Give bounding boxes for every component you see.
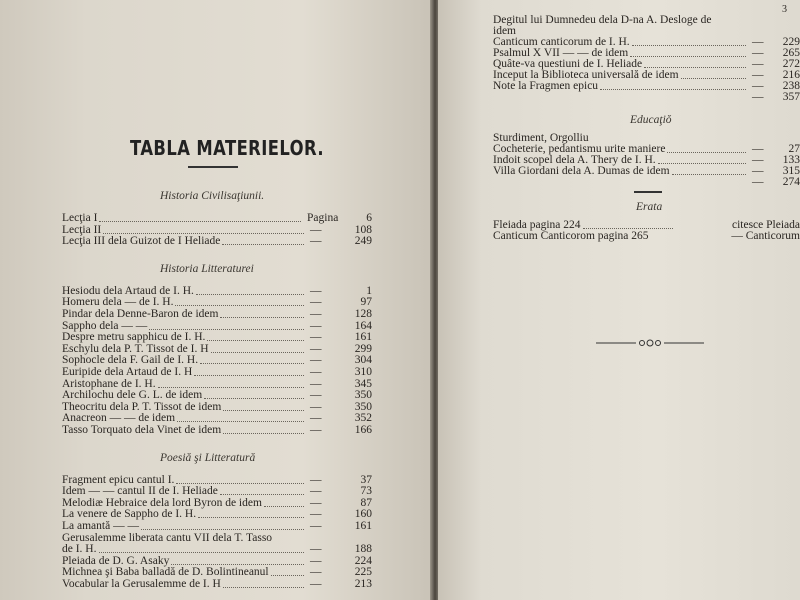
dot-leader: [176, 474, 304, 484]
entry-title: Euripide dela Artaud de I. H: [62, 366, 193, 378]
dot-leader: [220, 308, 304, 318]
entry-page: 87: [360, 496, 372, 509]
erata-right: citesce Pleiada: [731, 219, 800, 231]
page-title: TABLA MATERIELOR.: [130, 136, 324, 160]
entry-title: Archilochu dele G. L. de idem: [62, 389, 203, 402]
dot-leader: [264, 497, 304, 507]
entry-title: Anacreon — — de idem: [62, 412, 176, 425]
entry-page: 160: [354, 508, 372, 521]
dot-leader: [204, 389, 304, 399]
entry-title: Aristophane de I. H.: [62, 377, 156, 390]
dot-leader: [271, 566, 304, 576]
entry-title: La amantă — —: [62, 520, 139, 532]
entry-page: 6: [366, 212, 372, 224]
entry-title: de I. H.: [62, 543, 97, 556]
entry-title: Sophocle dela F. Gail de I. H.: [62, 354, 199, 367]
entry-title: La venere de Sappho de I. H.: [62, 508, 197, 521]
section-heading: Educaţiŏ: [630, 114, 672, 126]
entry-page: 161: [354, 520, 372, 532]
entry-title: Hesiodu dela Artaud de I. H.: [62, 284, 194, 297]
entry-title: Cocheterie, pedantismu urite maniere: [493, 143, 666, 155]
entry-ditto: —: [752, 36, 764, 48]
entry-ditto: —: [310, 331, 322, 344]
dot-leader: [200, 354, 304, 364]
dot-leader: [667, 143, 746, 153]
entry-ditto: —: [752, 176, 764, 188]
dot-leader: [99, 543, 305, 553]
entry-title: Vocabular la Gerusalemme de I. H: [62, 578, 221, 590]
entry-ditto: —: [310, 284, 322, 297]
entry-ditto: —: [310, 235, 322, 248]
entry-title: Michnea şi Baba balladă de D. Bolintineanul: [62, 566, 269, 579]
entry-title: Sturdiment, Orgolliu: [493, 132, 589, 144]
erata-left: Canticum Canticorom pagina 265: [493, 230, 649, 242]
dot-leader: [222, 235, 304, 245]
dot-leader: [158, 378, 304, 388]
entry-title: Canticum canticorum de I. H.: [493, 36, 630, 48]
entry-ditto: —: [310, 508, 322, 521]
entry-ditto: —: [310, 578, 322, 590]
entry-ditto: —: [310, 342, 322, 355]
entry-page: 133: [782, 154, 800, 166]
entry-page: 216: [782, 69, 800, 81]
entry-page: 37: [360, 473, 372, 486]
entry-title: Psalmul X VII — — de idem: [493, 47, 629, 59]
title-rule: [188, 166, 238, 168]
dot-leader: [171, 555, 304, 565]
entry-page: 166: [354, 424, 372, 436]
entry-title: Quâte-va questiuni de I. Heliade: [493, 58, 643, 70]
dot-leader: [207, 331, 304, 341]
erata-right: — Canticorum: [731, 230, 800, 242]
dot-leader: [177, 412, 304, 422]
entry-ditto: —: [310, 566, 322, 579]
entry-page: 1: [366, 284, 372, 297]
dot-leader: [194, 366, 304, 376]
entry-ditto: —: [752, 58, 764, 70]
entry-ditto: —: [310, 296, 322, 309]
entry-title: Lecţia III dela Guizot de I Heliade: [62, 235, 221, 248]
entry-ditto: —: [310, 223, 322, 236]
entry-title: Pindar dela Denne-Baron de idem: [62, 308, 219, 320]
entry-ditto: —: [752, 154, 764, 166]
dot-leader: [632, 36, 746, 46]
dot-leader: [644, 58, 746, 68]
entry-title: Melodiæ Hebraice dela lord Byron de idem: [62, 496, 262, 509]
entry-ditto: —: [310, 520, 322, 532]
entry-ditto: —: [310, 496, 322, 509]
entry-title: Despre metru sapphicu de I. H.: [62, 331, 206, 344]
entry-page: 213: [354, 578, 372, 590]
entry-page: 108: [354, 223, 372, 236]
entry-title: Homeru dela — de I. H.: [62, 296, 174, 309]
dot-leader: [223, 578, 304, 588]
entry-ditto: —: [310, 485, 322, 498]
dot-leader: [672, 165, 746, 175]
entry-page: 128: [354, 308, 372, 320]
entry-ditto: —: [310, 554, 322, 567]
entry-title: Lecţia I: [62, 212, 98, 224]
entry-ditto: —: [752, 165, 764, 177]
entry-page: 310: [354, 366, 372, 378]
entry-ditto: —: [310, 319, 322, 332]
entry-title: idem: [493, 25, 516, 37]
erata-left: Fleiada pagina 224: [493, 219, 581, 231]
entry-title: Tasso Torquato dela Vinet de idem: [62, 424, 222, 436]
entry-page: 97: [360, 296, 372, 309]
dot-leader: [220, 485, 304, 495]
dot-leader: [99, 212, 301, 222]
dot-leader: [583, 219, 673, 229]
entry-title: Eschylu dela P. T. Tissot de I. H: [62, 342, 209, 355]
entry-title: Note la Fragmen epicu: [493, 80, 599, 92]
section-heading: Erata: [636, 201, 663, 213]
dot-leader: [658, 154, 746, 164]
entry-ditto: —: [310, 354, 322, 367]
entry-title: Sappho dela — —: [62, 319, 148, 332]
entry-ditto: —: [752, 80, 764, 92]
entry-ditto: —: [310, 424, 322, 436]
entry-ditto: —: [310, 377, 322, 390]
section-heading: Historia Litteraturei: [160, 262, 254, 275]
corner-page-number: 3: [782, 4, 787, 15]
dot-leader: [103, 224, 304, 234]
entry-page: 229: [782, 36, 800, 48]
entry-page: 188: [354, 543, 372, 556]
entry-page: 350: [354, 400, 372, 413]
section-heading: Poesiă şi Litteratură: [160, 451, 256, 464]
entry-ditto: —: [310, 473, 322, 486]
entry-ditto: Pagina: [307, 212, 339, 224]
entry-page: 265: [782, 47, 800, 59]
dot-leader: [223, 424, 304, 434]
entry-page: 225: [354, 566, 372, 579]
entry-ditto: —: [310, 543, 322, 556]
ornament-divider: [596, 339, 704, 347]
dot-leader: [681, 69, 746, 79]
entry-page: 357: [782, 91, 800, 103]
dot-leader: [149, 320, 304, 330]
dot-leader: [223, 401, 304, 411]
entry-page: 27: [788, 143, 800, 155]
entry-page: 161: [354, 331, 372, 344]
entry-title: Idem — — cantul II de I. Heliade: [62, 485, 218, 498]
entry-title: Gerusalemme liberata cantu VII dela T. Tasso: [62, 531, 273, 544]
entry-page: 272: [782, 58, 800, 70]
entry-page: 224: [354, 554, 372, 567]
entry-title: Theocritu dela P. T. Tissot de idem: [62, 400, 222, 413]
entry-ditto: —: [752, 69, 764, 81]
dot-leader: [600, 80, 746, 90]
dot-leader: [141, 520, 304, 530]
entry-title: Inceput la Biblioteca universală de idem: [493, 69, 679, 81]
dot-leader: [175, 296, 304, 306]
entry-page: 345: [354, 377, 372, 390]
entry-page: 299: [354, 342, 372, 355]
entry-ditto: —: [752, 47, 764, 59]
entry-ditto: —: [310, 412, 322, 425]
dot-leader: [196, 285, 304, 295]
entry-page: 352: [354, 412, 372, 425]
entry-page: 249: [354, 235, 372, 248]
dot-leader: [630, 47, 746, 57]
entry-page: 164: [354, 319, 372, 332]
entry-ditto: —: [310, 400, 322, 413]
dot-leader: [198, 508, 304, 518]
entry-title: Fragment epicu cantul I.: [62, 473, 175, 486]
section-rule: [634, 191, 662, 193]
entry-page: 304: [354, 354, 372, 367]
entry-title: Indoit scopel dela A. Thery de I. H.: [493, 154, 656, 166]
section-heading: Historia Civilisaţiunii.: [160, 190, 265, 202]
entry-title: Lecţia II: [62, 223, 102, 236]
entry-title: Degitul lui Dumnedeu dela D-na A. Desloge de: [493, 14, 712, 26]
entry-page: 238: [782, 80, 800, 92]
entry-page: 350: [354, 389, 372, 402]
entry-ditto: —: [310, 308, 322, 320]
entry-title: Villa Giordani dela A. Dumas de idem: [493, 165, 670, 177]
entry-page: 73: [360, 485, 372, 498]
entry-ditto: —: [752, 143, 764, 155]
entry-title: Pleiada de D. G. Asaky: [62, 554, 170, 567]
entry-ditto: —: [310, 389, 322, 402]
entry-ditto: —: [752, 91, 764, 103]
entry-page: 274: [782, 176, 800, 188]
entry-ditto: —: [310, 366, 322, 378]
entry-page: 315: [782, 165, 800, 177]
dot-leader: [211, 343, 304, 353]
